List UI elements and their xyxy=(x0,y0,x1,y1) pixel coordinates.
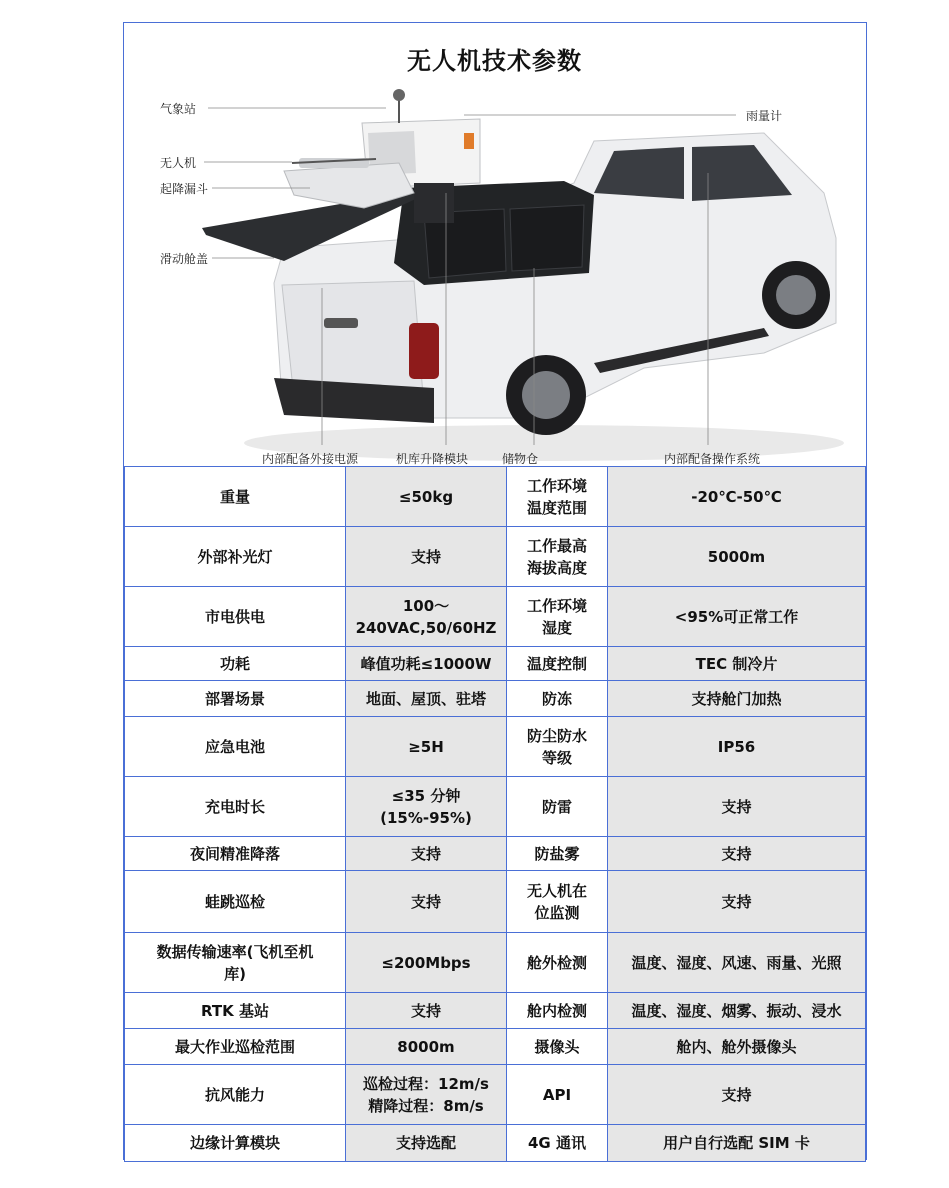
table-row xyxy=(125,587,866,647)
table-cell: 支持舱门加热 xyxy=(608,681,866,717)
table-cell: ≤35 分钟 (15%-95%) xyxy=(346,777,507,837)
table-cell: 支持 xyxy=(346,871,507,933)
callout-sliding-cover: 滑动舱盖 xyxy=(160,252,209,266)
table-row xyxy=(125,1125,866,1162)
table-cell: 重量 xyxy=(125,467,346,527)
table-cell: 无人机在 位监测 xyxy=(507,871,608,933)
callout-drone: 无人机 xyxy=(160,156,197,170)
table-cell: 夜间精准降落 xyxy=(125,837,346,871)
product-illustration xyxy=(124,23,865,466)
callout-hangar-lift: 机库升降模块 xyxy=(396,452,469,466)
callout-landing-funnel: 起降漏斗 xyxy=(160,182,209,196)
table-cell: 最大作业巡检范围 xyxy=(125,1029,346,1065)
table-cell: 温度控制 xyxy=(507,647,608,681)
table-cell: ≤200Mbps xyxy=(346,933,507,993)
table-cell: 4G 通讯 xyxy=(507,1125,608,1162)
table-cell: 峰值功耗≤1000W xyxy=(346,647,507,681)
table-cell: 边缘计算模块 xyxy=(125,1125,346,1162)
table-cell: 蛙跳巡检 xyxy=(125,871,346,933)
table-cell: 应急电池 xyxy=(125,717,346,777)
table-cell: 防尘防水 等级 xyxy=(507,717,608,777)
pickup-truck-illustration xyxy=(124,23,865,466)
table-row xyxy=(125,837,866,871)
table-cell: 工作最高 海拔高度 xyxy=(507,527,608,587)
table-cell: 支持 xyxy=(608,1065,866,1125)
table-cell: 舱外检测 xyxy=(507,933,608,993)
table-cell: 部署场景 xyxy=(125,681,346,717)
table-row xyxy=(125,527,866,587)
table-cell: 支持 xyxy=(608,837,866,871)
table-row xyxy=(125,467,866,527)
table-cell: 支持 xyxy=(346,993,507,1029)
table-cell: 温度、湿度、风速、雨量、光照 xyxy=(608,933,866,993)
table-row xyxy=(125,933,866,993)
table-cell: 8000m xyxy=(346,1029,507,1065)
callout-operating-system: 内部配备操作系统 xyxy=(664,452,761,466)
table-cell: 支持 xyxy=(346,527,507,587)
table-cell: 用户自行选配 SIM 卡 xyxy=(608,1125,866,1162)
table-cell: 5000m xyxy=(608,527,866,587)
table-cell: API xyxy=(507,1065,608,1125)
table-row xyxy=(125,993,866,1029)
callout-weather-station: 气象站 xyxy=(160,102,197,116)
table-cell: RTK 基站 xyxy=(125,993,346,1029)
table-cell: 支持 xyxy=(346,837,507,871)
table-cell: <95%可正常工作 xyxy=(608,587,866,647)
table-cell: 100～ 240VAC,50/60HZ xyxy=(346,587,507,647)
table-cell: 工作环境 温度范围 xyxy=(507,467,608,527)
spec-sheet xyxy=(123,22,867,1160)
table-cell: 巡检过程：12m/s 精降过程：8m/s xyxy=(346,1065,507,1125)
spec-table-body xyxy=(125,467,866,1162)
table-cell: 支持 xyxy=(608,777,866,837)
callout-external-power: 内部配备外接电源 xyxy=(262,452,359,466)
table-cell: ≥5H xyxy=(346,717,507,777)
table-cell: 地面、屋顶、驻塔 xyxy=(346,681,507,717)
spec-table xyxy=(124,466,866,1162)
table-cell: 支持选配 xyxy=(346,1125,507,1162)
table-cell: 防冻 xyxy=(507,681,608,717)
callout-storage: 储物仓 xyxy=(502,452,539,466)
table-cell: 抗风能力 xyxy=(125,1065,346,1125)
table-cell: 舱内、舱外摄像头 xyxy=(608,1029,866,1065)
table-row xyxy=(125,777,866,837)
table-cell: 外部补光灯 xyxy=(125,527,346,587)
table-cell: 功耗 xyxy=(125,647,346,681)
table-cell: 充电时长 xyxy=(125,777,346,837)
table-row xyxy=(125,681,866,717)
table-cell: -20℃-50℃ xyxy=(608,467,866,527)
table-cell: 舱内检测 xyxy=(507,993,608,1029)
table-cell: 摄像头 xyxy=(507,1029,608,1065)
table-cell: 支持 xyxy=(608,871,866,933)
table-cell: 数据传输速率(飞机至机 库) xyxy=(125,933,346,993)
callout-rain-gauge: 雨量计 xyxy=(746,109,783,123)
table-cell: TEC 制冷片 xyxy=(608,647,866,681)
table-row xyxy=(125,1065,866,1125)
table-cell: 防盐雾 xyxy=(507,837,608,871)
table-row xyxy=(125,717,866,777)
table-cell: 防雷 xyxy=(507,777,608,837)
table-cell: 工作环境 湿度 xyxy=(507,587,608,647)
table-cell: ≤50kg xyxy=(346,467,507,527)
table-cell: 温度、湿度、烟雾、振动、浸水 xyxy=(608,993,866,1029)
table-row xyxy=(125,647,866,681)
table-row xyxy=(125,871,866,933)
table-cell: IP56 xyxy=(608,717,866,777)
table-row xyxy=(125,1029,866,1065)
page-title: 无人机技术参数 xyxy=(407,47,582,75)
table-cell: 市电供电 xyxy=(125,587,346,647)
